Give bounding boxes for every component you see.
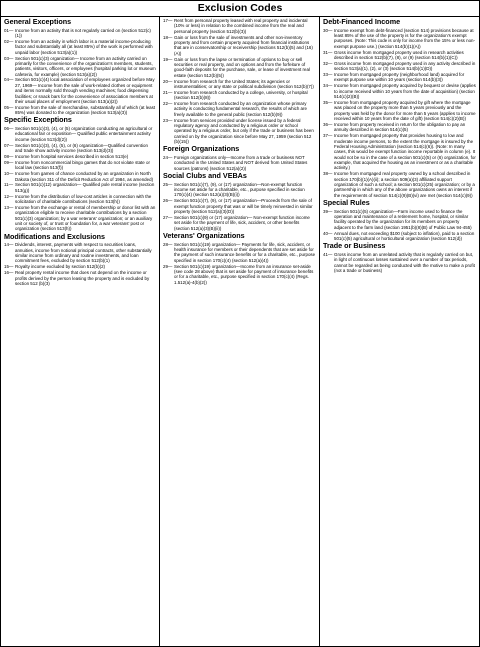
code-number: 28— bbox=[163, 241, 173, 247]
code-description: Gross income from an unrelated activity that is regularly carried on but, in light of continuous losses sustained over a number of tax periods, cannot be regarded as being conducted with the motive to make a profit (not a trade or business) bbox=[334, 251, 475, 273]
exclusion-code-item bbox=[4, 270, 156, 286]
exclusion-code-item bbox=[4, 56, 156, 77]
exclusion-code-item bbox=[323, 28, 476, 49]
code-number: 20— bbox=[163, 78, 173, 84]
code-number: 36— bbox=[323, 122, 333, 127]
code-number: 29— bbox=[163, 263, 173, 269]
exclusion-code-item bbox=[323, 50, 476, 61]
exclusion-code-item bbox=[323, 83, 476, 99]
code-description: Income from mortgaged property acquired by bequest or devise (applies to income received within 10 years from the date of acquisition) (section 514(c)(2)(B)) bbox=[334, 83, 476, 100]
code-number: 24— bbox=[163, 155, 173, 161]
code-description: Income from mortgaged real property owned by a school described in section 170(b)(1)(A)(ii); a section 509(a)(3) affiliated support organization of such a school; a section 501(c)(25) organization; or by a partnership in which any of the above organizations owns an interest if the requirements of section 514(c)(9)(B)(vi) are met (section 514(c)(9)) bbox=[334, 171, 475, 198]
code-description: Section 501(c)(7), (9), or (17) organization—Non-exempt function income set aside for a charitable, etc., purpose specified in section 170(c)(4) (section 512(a)(3)(B)(i)) bbox=[174, 181, 305, 198]
code-description: Annual dues, not exceeding $100 (subject to inflation), paid to a section 501(c)(5) agricultural or horticultural organization (section 512(d)) bbox=[334, 230, 475, 241]
exclusion-code-item bbox=[4, 205, 156, 232]
code-description: Income from an activity in which labor is a material income-producing factor and substantially all (at least 85%) of the work is performed with unpaid labor (section 513(a)(1)) bbox=[15, 38, 153, 55]
code-description: Section 501(c)(9) or (17) organization— Non-exempt function income set aside for the payment of life, sick, accident, or other benefits (section 512(a)(3)(B)(ii)) bbox=[174, 214, 310, 231]
columns-container bbox=[1, 17, 479, 647]
section-heading: Specific Exceptions bbox=[4, 115, 72, 125]
exclusion-code-item bbox=[4, 39, 156, 55]
code-number: 32— bbox=[323, 60, 333, 66]
code-number: 05— bbox=[4, 104, 14, 110]
code-description: Foreign organizations only—Income from a trade or business NOT conducted in the United States and NOT derived from United States sources (patrons) (section 512(a)(2)) bbox=[174, 155, 308, 171]
code-description: Income from an activity that is not regularly carried on (section 512(c)(1)) bbox=[15, 27, 151, 38]
exclusion-code-item bbox=[323, 171, 476, 198]
code-number: 13— bbox=[4, 205, 14, 211]
code-number: 11— bbox=[4, 182, 14, 188]
exclusion-code-item bbox=[4, 264, 156, 269]
code-number: 03— bbox=[4, 55, 14, 61]
code-number: 14— bbox=[4, 242, 14, 248]
column-right bbox=[320, 17, 479, 647]
code-description: Section 501(c)(19) organization—Income from an insurance set-aside (see code 28 above) that is set aside for payment of insurance benefits or for a charitable, etc., purpose specified in section 170(c)(4) (Regs. 1.512(a)-4(b)(2)) bbox=[174, 263, 314, 285]
exclusion-code-item bbox=[4, 28, 156, 39]
code-number: 25— bbox=[163, 181, 173, 187]
code-description: Section 501(c)(12) organization— Qualified pole rental income (section 513(g)) bbox=[15, 182, 155, 193]
code-number: 33— bbox=[323, 72, 333, 78]
section-heading: Trade or Business bbox=[323, 241, 386, 251]
code-number: 18— bbox=[163, 34, 173, 40]
code-number: 23— bbox=[163, 117, 173, 123]
section-heading: Foreign Organizations bbox=[163, 144, 240, 154]
section-heading: General Exceptions bbox=[4, 17, 72, 26]
code-description: Section 501(c)(3), (4), (5), or (6) organization—Qualified convention and trade show activity income (section 513(d)(3)) bbox=[15, 142, 148, 154]
exclusion-code-item bbox=[163, 242, 316, 263]
code-number: 27— bbox=[163, 214, 173, 220]
code-description: Income from the sale of merchandise, substantially all of which (at least 85%) was donated to the organization (section 513(a)(3)) bbox=[15, 104, 156, 116]
exclusion-code-item bbox=[163, 215, 316, 231]
code-description: Section 501(c)(19) organization— Payments for life, sick, accident, or health insurance for members or their dependents that are set aside for the payment of such insurance benefits or for a charitable, etc., purpose specified in section 170(c)(4) (section 512(a)(4)) bbox=[174, 241, 316, 263]
code-description: Royalty income excluded by section 512(b)(2) bbox=[15, 264, 106, 270]
code-description: Gain or loss from the lapse or termination of options to buy or sell securities or real property, and on options and from the forfeiture of good-faith deposits for the purchase, sale, or lease of investment real estate (section 512(b)(5)) bbox=[174, 56, 310, 78]
code-description: Income from property received in return for the obligation to pay an annuity described in section 514(c)(5) bbox=[334, 122, 466, 133]
column-middle bbox=[160, 17, 320, 647]
code-description: Gross income from mortgaged property used in any activity described in section 513(a)(1), (2), or (3) (section 514(b)(1)(D)) bbox=[334, 60, 476, 72]
code-number: 22— bbox=[163, 101, 173, 107]
exclusion-code-item bbox=[163, 155, 316, 171]
exclusion-code-item bbox=[4, 154, 156, 159]
code-number: 35— bbox=[323, 100, 333, 106]
exclusion-code-item bbox=[323, 122, 476, 133]
code-description: Income from the distribution of low-cost articles in connection with the solicitation of charitable contributions (section 513(h)) bbox=[15, 193, 152, 205]
code-description: Gross income from mortgaged property used in research activities described in section 512(b)(7), (8), or (9) (section 514(b)(1)(C)) bbox=[334, 49, 464, 60]
exclusion-code-item bbox=[163, 57, 316, 78]
code-number: 02— bbox=[4, 38, 14, 44]
exclusion-code-item bbox=[163, 90, 316, 101]
section-heading: Social Clubs and VEBAs bbox=[163, 171, 247, 181]
code-number: 21— bbox=[163, 89, 173, 95]
exclusion-code-item bbox=[163, 118, 316, 145]
exclusion-code-item bbox=[323, 231, 476, 242]
code-number: 19— bbox=[163, 56, 173, 62]
page-title: Exclusion Codes bbox=[1, 1, 479, 17]
code-number: 31— bbox=[323, 49, 333, 55]
exclusion-code-item bbox=[4, 143, 156, 154]
column-left bbox=[1, 17, 160, 647]
exclusion-code-item bbox=[323, 72, 476, 83]
exclusion-code-item bbox=[163, 182, 316, 198]
exclusion-code-item bbox=[4, 194, 156, 205]
code-description: Income from mortgaged property (neighborhood land) acquired for exempt purpose use within 10 years (section 514(b)(3)) bbox=[334, 72, 465, 83]
code-number: 41— bbox=[323, 251, 333, 257]
code-description: Income from research conducted by a college, university, or hospital (section 512(b)(8)) bbox=[174, 89, 308, 101]
exclusion-code-item bbox=[323, 61, 476, 72]
code-number: 06— bbox=[4, 126, 14, 132]
exclusion-code-item bbox=[4, 77, 156, 104]
code-description: Section 501(c)(3) organization— Income from an activity carried on primarily for the convenience of the organization's members, students, patients, visitors, officers, or employees (hospital parking lot or museum cafeteria, for example) (section 513(a)(2)) bbox=[15, 55, 156, 77]
exclusion-code-item bbox=[323, 133, 476, 170]
code-description: Income exempt from debt-financed (section 514) provisions because at least 85% of the use of the property is for the organization's exempt purposes. (Note: This code is only for income from the 15% or less non-exempt purpose use.) (section 514(b)(1)(A)) bbox=[334, 27, 475, 49]
exclusion-code-item bbox=[323, 252, 476, 273]
code-description: Gain or loss from the sale of investments and other non-inventory property and from certain property acquired from financial institutions that are in conservatorship or receivership (sections 512(b)(5) and (16)(A)) bbox=[174, 34, 313, 56]
code-description: Income from noncommercial bingo games that do not violate state or local law (section 513(f)) bbox=[15, 159, 150, 171]
exclusion-code-item bbox=[323, 100, 476, 121]
exclusion-code-item bbox=[4, 160, 156, 171]
code-number: 40— bbox=[323, 230, 333, 236]
exclusion-code-item bbox=[163, 101, 316, 117]
code-description: Income from research conducted by an organization whose primary activity is conducting fundamental research, the results of which are freely available to the general public (section 512(b)(9)) bbox=[174, 101, 307, 117]
code-number: 09— bbox=[4, 159, 14, 165]
code-description: Dividends, interest, payments with respect to securities loans, annuities, income from notional principal contracts, other substantially similar income from ordinary and routine investments, and loan commitment fees, excluded by section 512(b)(1) bbox=[15, 242, 152, 264]
code-number: 38— bbox=[323, 171, 333, 177]
code-description: Rent from personal property leased with real property and incidental (10% or less) in relation to the combined income from the real and personal property (section 512(b)(3)) bbox=[174, 18, 308, 34]
exclusion-code-item bbox=[4, 105, 156, 116]
code-number: 01— bbox=[4, 27, 14, 33]
code-description: Section 501(c)(7), (9), or (17) organization—Proceeds from the sale of exempt function property that was or will be timely reinvested in similar property (section 512(a)(3)(D)) bbox=[174, 198, 313, 214]
code-number: 39— bbox=[323, 208, 333, 214]
code-number: 07— bbox=[4, 142, 14, 148]
exclusion-code-item bbox=[163, 198, 316, 214]
exclusion-code-item bbox=[4, 171, 156, 182]
code-description: Income from mortgaged property that provides housing to low and moderate income persons, to the extent the mortgage is insured by the Federal Housing Administration (section 514(c)(6)). (Note: In many cases, this would be exempt function income reportable in column (e). It would not be so in the case of a section 501(c)(5) or (6) organization, for example, that acquired the housing as an investment or as a charitable activity.) bbox=[334, 133, 476, 171]
code-description: Section 501(c)(3), (4), or (5) organization conducting an agricultural or educational fair or exposition— Qualified public entertainment activity income (section 513(d)(2)) bbox=[15, 126, 153, 142]
exclusion-code-item bbox=[163, 264, 316, 285]
section-heading: Special Rules bbox=[323, 198, 370, 207]
code-description: Income from services provided under license issued by a federal regulatory agency and conducted by a religious order or school operated by a religious order, but only if the trade or business has been carried on by the organization since before May 27, 1959 (section 512 (b)(15)) bbox=[174, 117, 314, 145]
code-number: 10— bbox=[4, 171, 14, 177]
exclusion-code-item bbox=[163, 35, 316, 56]
exclusion-code-item bbox=[4, 182, 156, 193]
exclusion-code-item bbox=[163, 79, 316, 90]
code-number: 34— bbox=[323, 83, 333, 89]
code-number: 30— bbox=[323, 27, 333, 33]
code-description: Income from mortgaged property acquired by gift where the mortgage was placed on the property more than 5 years previously and the property was held by the donor for more than 5 years (applies to income received within 10 years from the date of gift) (section 514(c)(2)(B)) bbox=[334, 100, 476, 122]
code-description: Section 501(c)(4) local association of employees organized before May 27, 1969— Income from the sale of work-related clothes or equipment and items normally sold through vending machines; food dispensing facilities; or snack bars for the convenience of association members at their usual places of employment (section 513(a)(2)) bbox=[15, 77, 155, 104]
code-description: Income from the exchange or rental of membership or donor list with an organization eligible to receive charitable contributions by a section 501(c)(3) organization; by a war veterans' organization; or an auxiliary unit or society of, or trust or foundation for, a war veterans' post or organization (section 513(h)) bbox=[15, 205, 156, 232]
code-number: 12— bbox=[4, 193, 14, 199]
code-number: 16— bbox=[4, 270, 14, 276]
code-description: Section 501(c)(5) organization—Farm income used to finance the operation and maintenance of a retirement home, hospital, or similar facility operated by the organization for its members on property adjacent to the farm land (section 1951(b)(8)(B) of Public Law 94-455) bbox=[334, 208, 472, 230]
code-number: 04— bbox=[4, 77, 14, 83]
code-description: Income from hospital services described in section 513(e) bbox=[15, 153, 129, 159]
code-number: 37— bbox=[323, 133, 333, 139]
code-description: Income from games of chance conducted by an organization in North Dakota (section 311 of the Deficit Reduction Act of 1984, as amended) bbox=[15, 171, 154, 182]
exclusion-code-item bbox=[4, 242, 156, 263]
code-number: 15— bbox=[4, 264, 14, 270]
code-description: Real property rental income that does not depend on the income or profits derived by the person leasing the property and is excluded by section 512 (b)(3) bbox=[15, 270, 150, 286]
exclusion-code-item bbox=[323, 209, 476, 230]
code-number: 26— bbox=[163, 198, 173, 204]
exclusion-code-item bbox=[4, 126, 156, 142]
section-heading: Debt-Financed Income bbox=[323, 17, 401, 26]
exclusion-code-item bbox=[163, 18, 316, 34]
code-number: 08— bbox=[4, 153, 14, 159]
section-heading: Modifications and Exclusions bbox=[4, 231, 106, 241]
code-number: 17— bbox=[163, 18, 173, 23]
section-heading: Veterans' Organizations bbox=[163, 230, 245, 240]
code-description: Income from research for the United States; its agencies or instrumentalities; or any state or political subdivision (section 512(b)(7)) bbox=[174, 78, 314, 89]
